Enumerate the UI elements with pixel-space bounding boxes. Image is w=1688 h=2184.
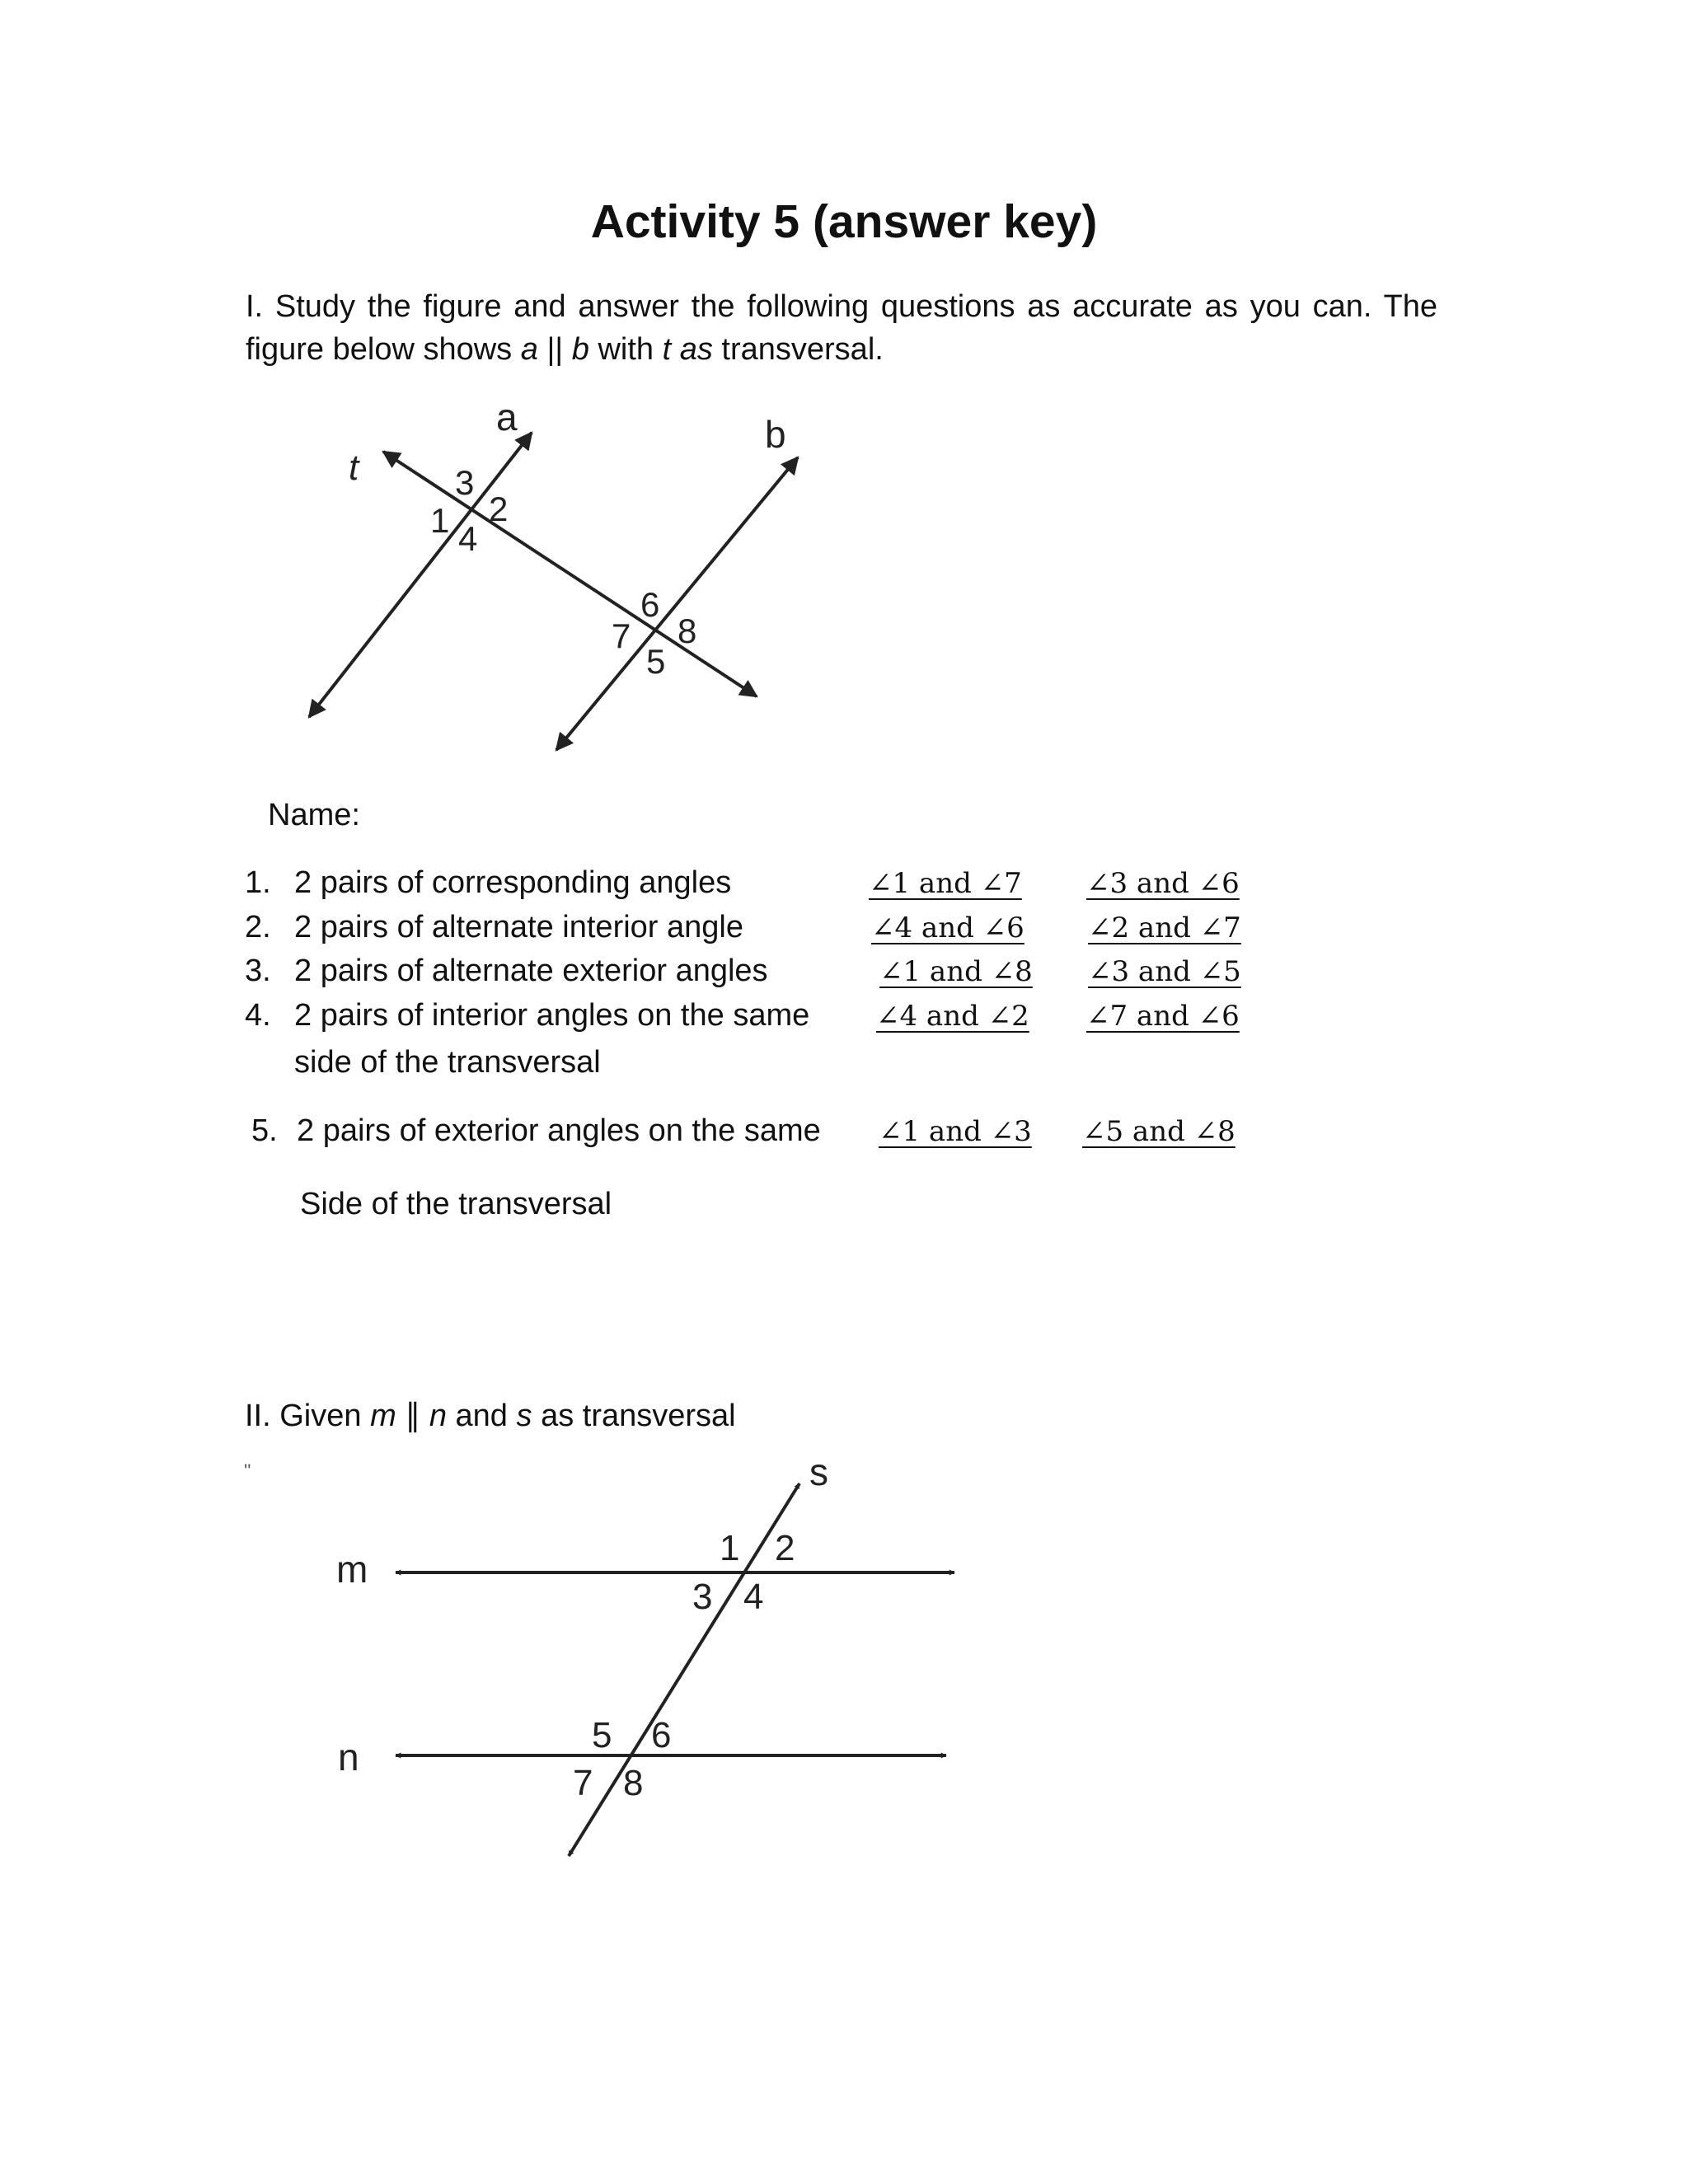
answer-2: ∠2 and ∠7: [1088, 912, 1241, 944]
label-b: b: [765, 413, 786, 456]
figure-2-parallel-lines: [336, 1451, 954, 1856]
answer-2: ∠7 and ∠6: [1086, 1000, 1240, 1033]
instruction-text: transversal.: [712, 332, 884, 367]
stray-mark: '': [244, 1460, 251, 1481]
question-number: 3.: [245, 954, 271, 988]
name-label: Name:: [268, 798, 360, 832]
instruction-text: with: [588, 332, 663, 367]
answer-1: ∠1 and ∠8: [879, 955, 1033, 988]
var-s: s: [516, 1399, 532, 1433]
angle-7: 7: [573, 1763, 593, 1803]
label-a: a: [496, 396, 518, 438]
line-s: [569, 1483, 799, 1856]
var-n: n: [429, 1399, 447, 1433]
angle-2: 2: [775, 1528, 795, 1568]
angle-3: 3: [692, 1577, 713, 1617]
angle-8: 8: [678, 612, 697, 650]
var-b: b: [571, 332, 589, 367]
instruction-text: and: [446, 1399, 517, 1433]
var-t: t: [662, 332, 672, 367]
parallel-symbol: ||: [546, 332, 564, 367]
angle-6: 6: [640, 585, 660, 624]
var-m: m: [370, 1399, 396, 1433]
question-text: 2 pairs of alternate interior angle: [294, 910, 743, 944]
label-m: m: [336, 1548, 368, 1591]
line-b: [556, 457, 798, 750]
part2-instructions: [245, 1394, 736, 1437]
answer-1: ∠4 and ∠2: [876, 1000, 1029, 1033]
question-text-continued: Side of the transversal: [300, 1187, 612, 1221]
label-s: s: [809, 1451, 828, 1493]
question-text: 2 pairs of alternate exterior angles: [294, 954, 768, 988]
question-number: 1.: [245, 865, 271, 900]
label-n: n: [338, 1736, 359, 1779]
var-a: a: [520, 332, 538, 367]
page-title: Activity 5 (answer key): [590, 195, 1098, 248]
question-text-continued: side of the transversal: [294, 1045, 601, 1080]
instruction-text: figure below shows: [246, 332, 521, 367]
parallel-symbol: ∥: [405, 1399, 421, 1433]
answer-2: ∠5 and ∠8: [1082, 1115, 1236, 1148]
answer-2: ∠3 and ∠6: [1086, 867, 1240, 900]
angle-8: 8: [623, 1763, 644, 1803]
answer-1: ∠4 and ∠6: [871, 912, 1025, 944]
question-number: 2.: [245, 910, 271, 944]
angle-4: 4: [458, 519, 478, 558]
instruction-text: as: [671, 332, 713, 367]
question-number: 4.: [245, 998, 271, 1033]
answer-2: ∠3 and ∠5: [1088, 955, 1241, 988]
question-number: 5.: [251, 1113, 278, 1148]
question-text: 2 pairs of interior angles on the same: [294, 998, 810, 1033]
angle-5: 5: [646, 642, 666, 681]
part1-instructions-line1: I. Study the figure and answer the following questions as accurate as you can. The: [246, 289, 1437, 324]
answer-1: ∠1 and ∠7: [869, 867, 1022, 900]
instruction-text: as transversal: [532, 1399, 736, 1433]
angle-1: 1: [430, 501, 450, 540]
answer-1: ∠1 and ∠3: [879, 1115, 1032, 1148]
label-t: t: [349, 448, 359, 488]
angle-3: 3: [455, 463, 475, 502]
angle-2: 2: [489, 490, 509, 528]
question-text: 2 pairs of corresponding angles: [294, 865, 732, 900]
angle-6: 6: [651, 1715, 672, 1755]
angle-7: 7: [612, 616, 631, 655]
question-text: 2 pairs of exterior angles on the same: [297, 1113, 821, 1148]
instruction-text: II. Given: [245, 1399, 371, 1433]
figure-1-parallel-lines: [309, 396, 798, 750]
angle-5: 5: [592, 1715, 612, 1755]
angle-1: 1: [720, 1528, 740, 1568]
angle-4: 4: [743, 1577, 764, 1617]
